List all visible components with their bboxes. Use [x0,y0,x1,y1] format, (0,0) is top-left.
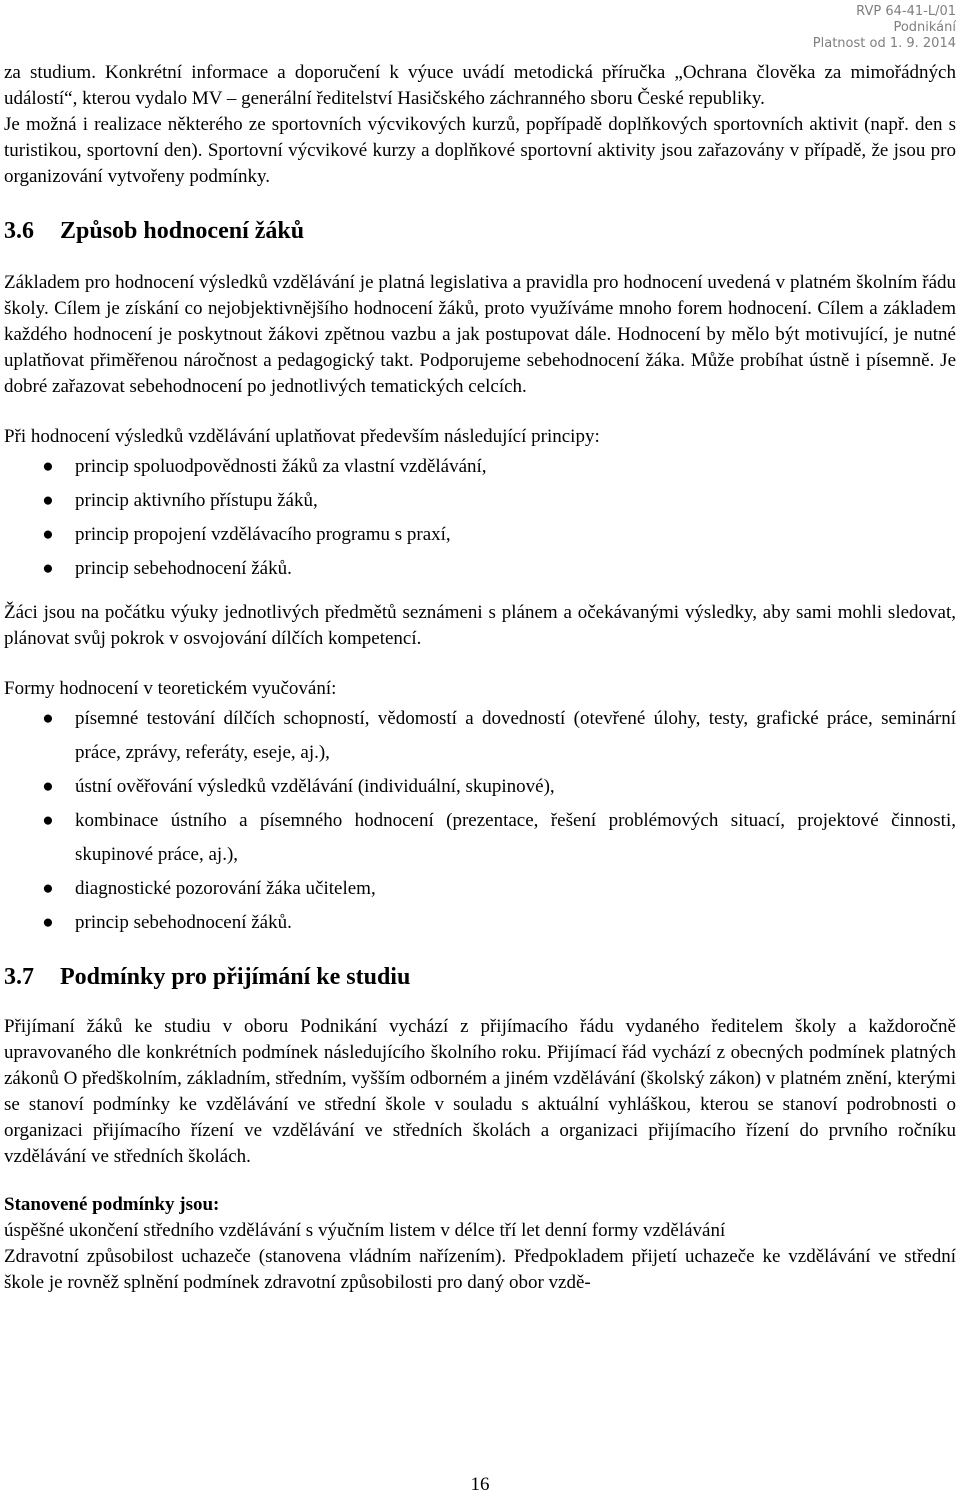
condition-2: Zdravotní způsobilost uchazeče (stanovena vládním nařízením). Předpokladem přijetí uchazeče ke vzdělávání ve střední škole je rovněž splnění podmínek zdravotní způsobilosti pro daný obor vzdě- [4,1246,956,1293]
bullet-icon: ● [42,878,54,899]
section-number: 3.7 [4,964,34,990]
list-item: ● princip propojení vzdělávacího programu s praxí, [4,518,956,552]
list-item: ● princip sebehodnocení žáků. [4,906,956,940]
assessment-paragraph: Základem pro hodnocení výsledků vzdělávání je platná legislativa a pravidla pro hodnocení uvedená v platném školním řádu školy. Cílem je získání co nejobjektivnějšího hodnocení žáků, proto využíváme mnoho forem hodnocení. Cílem a základem každého hodnocení je poskytnout žákovi zpětnou vazbu a jak postupovat dále. Hodnocení by mělo být motivující, je nutné uplatňovat přiměřenou náročnost a pedagogický takt. Podporujeme sebehodnocení žáka. Může probíhat ústně i písemně. Je dobré zařazovat sebehodnocení po jednotlivých tematických celcích. [4,272,956,397]
bullet-icon: ● [42,558,54,579]
bullet-icon: ● [42,810,54,831]
section-heading-3-7 [4,962,956,992]
list-item: ● ústní ověřování výsledků vzdělávání (individuální, skupinové), [4,770,956,804]
header-field-name: Podnikání [893,20,956,35]
bullet-icon: ● [42,490,54,511]
list-item: ● princip spoluodpovědnosti žáků za vlastní vzdělávání, [4,450,956,484]
bullet-icon: ● [42,912,54,933]
bullet-icon: ● [42,776,54,797]
section-title: Podmínky pro přijímání ke studiu [60,964,411,990]
list-item: ● kombinace ústního a písemného hodnocení (prezentace, řešení problémových situací, projektové činnosti, skupinové práce, aj.), [4,804,956,872]
header-program-code: RVP 64-41-L/01 [856,4,956,19]
principles-list [4,450,956,586]
list-item: ● princip aktivního přístupu žáků, [4,484,956,518]
admission-paragraph: Přijímaní žáků ke studiu v oboru Podnikání vychází z přijímacího řádu vydaného ředitelem školy a každoročně upravovaného dle konkrétních podmínek následujícího školního roku. Přijímací řád vychází z obecných podmínek platných zákonů O předškolním, základním, středním, vyšším odborném a jiném vzdělávání (školský zákon) v platném znění, kterými se stanoví podmínky ke vzdělávání ve střední škole v souladu s aktuální vyhláškou, kterou se stanoví podrobnosti o organizaci přijímacího řízení ve vzdělávání ve středních školách a organizaci přijímacího řízení do prvního ročníku vzdělávání ve středních školách. [4,1016,956,1167]
intro-paragraph-2: Je možná i realizace některého ze sportovních výcvikových kurzů, popřípadě doplňkových sportovních aktivit (např. den s turistikou, sportovní den). Sportovní výcvikové kurzy a doplňkové sportovní aktivity jsou zařazovány v případě, že jsou pro organizování vytvořeny podmínky. [4,114,956,187]
intro-paragraph-1: za studium. Konkrétní informace a doporučení k výuce uvádí metodická příručka „Ochrana člověka za mimořádných událostí“, kterou vydalo MV – generální ředitelství Hasičského záchranného sboru České republiky. [4,62,956,109]
header-validity: Platnost od 1. 9. 2014 [812,36,956,51]
list-item: ● diagnostické pozorování žáka učitelem, [4,872,956,906]
list-item: ● písemné testování dílčích schopností, vědomostí a dovedností (otevřené úlohy, testy, grafické práce, seminární práce, zprávy, referáty, eseje, aj.), [4,702,956,770]
conditions-heading: Stanovené podmínky jsou: [4,1194,220,1215]
section-number: 3.6 [4,218,34,244]
forms-intro: Formy hodnocení v teoretickém vyučování: [4,678,337,699]
students-informed-paragraph: Žáci jsou na počátku výuky jednotlivých předmětů seznámeni s plánem a očekávanými výsledky, aby sami mohli sledovat, plánovat svůj pokrok v osvojování dílčích kompetencí. [4,602,956,649]
section-title: Způsob hodnocení žáků [60,218,305,244]
list-item: ● princip sebehodnocení žáků. [4,552,956,586]
bullet-icon: ● [42,708,54,729]
page-header [813,4,956,52]
bullet-icon: ● [42,456,54,477]
condition-1: úspěšné ukončení středního vzdělávání s výučním listem v délce tří let denní formy vzdělávání [4,1220,726,1241]
document-body [4,60,956,1296]
page-number: 16 [470,1474,490,1495]
forms-list [4,702,956,940]
bullet-icon: ● [42,524,54,545]
section-heading-3-6 [4,216,956,246]
principles-intro: Při hodnocení výsledků vzdělávání uplatňovat především následující principy: [4,426,600,447]
